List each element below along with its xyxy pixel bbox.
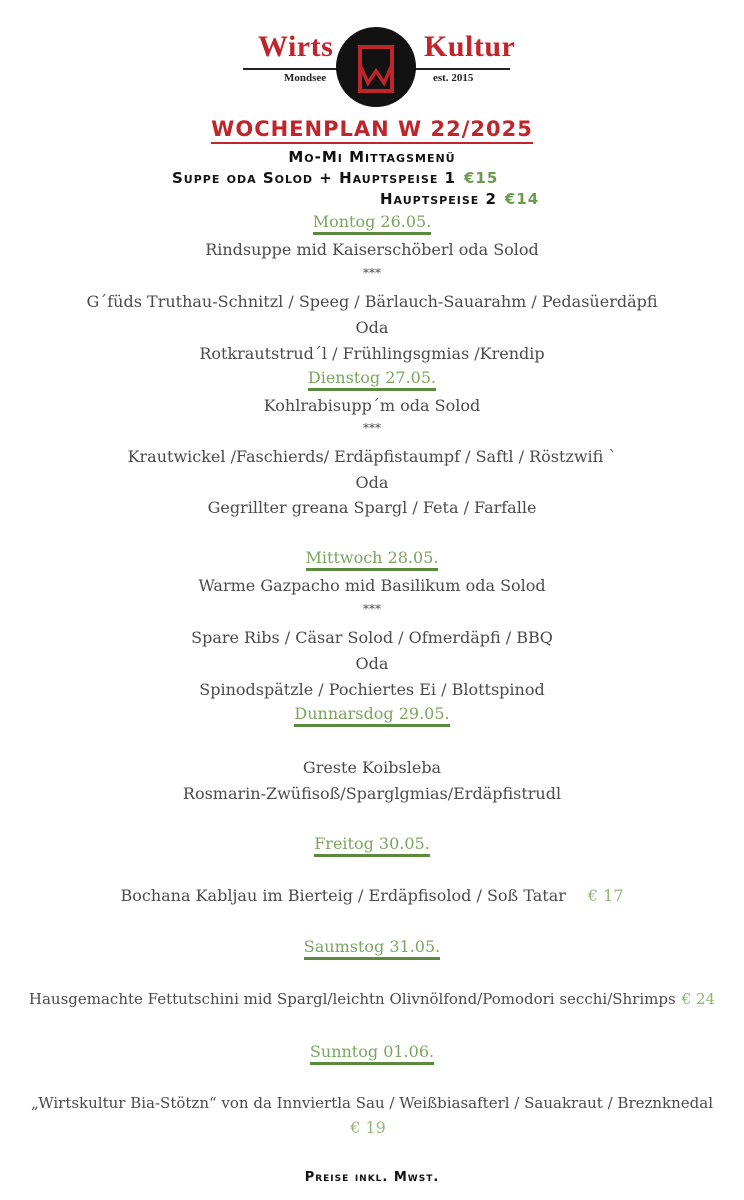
monday-soup: Rindsuppe mid Kaiserschöberl oda Solod <box>205 240 539 259</box>
logo-rule-left <box>243 68 348 70</box>
logo-word-right: Kultur <box>424 30 516 63</box>
tuesday-main-1: Krautwickel /Faschierds/ Erdäpfistaumpf / Saftl / Röstzwifi ` <box>127 447 617 466</box>
offer-line-2 <box>380 190 539 208</box>
price-note: Preise inkl. Mwst. <box>304 1170 440 1185</box>
offer-1-price: €15 <box>464 169 499 187</box>
monday-or: Oda <box>355 318 389 337</box>
saturday-price: € 24 <box>681 990 716 1008</box>
wednesday-main-1: Spare Ribs / Cäsar Solod / Ofmerdäpfi / BBQ <box>191 628 553 647</box>
offer-2-label: Hauptspeise 2 <box>380 190 497 208</box>
wk-monogram-icon <box>336 27 416 107</box>
page-title: WOCHENPLAN W 22/2025 <box>0 117 744 141</box>
thursday-main-1: Greste Koibsleba <box>302 758 442 777</box>
sunday-price: € 19 <box>350 1118 386 1137</box>
day-heading-sunday: Sunntog 01.06. <box>0 1042 744 1061</box>
logo-established: est. 2015 <box>433 72 474 84</box>
logo-place: Mondsee <box>284 72 327 84</box>
logo-rule-right <box>402 68 510 70</box>
offer-line-1 <box>172 169 498 187</box>
saturday-dish <box>0 990 744 1008</box>
friday-dish <box>0 886 744 905</box>
tuesday-separator: *** <box>363 421 381 435</box>
tuesday-main-2: Gegrillter greana Spargl / Feta / Farfalle <box>207 498 537 517</box>
offer-1-label: Suppe oda Solod + Hauptspeise 1 <box>172 169 456 187</box>
day-heading-saturday: Saumstog 31.05. <box>0 937 744 956</box>
menu-subtitle: Mo-Mi Mittagsmenü <box>288 148 456 166</box>
restaurant-logo <box>0 0 744 115</box>
day-heading-friday: Freitog 30.05. <box>0 834 744 853</box>
day-heading-thursday: Dunnarsdog 29.05. <box>0 704 744 723</box>
logo-word-left: Wirts <box>258 30 334 63</box>
offer-2-price: €14 <box>504 190 540 208</box>
friday-dish-text: Bochana Kabljau im Bierteig / Erdäpfisolod / Soß Tatar <box>120 886 566 905</box>
day-heading-monday: Montog 26.05. <box>0 212 744 231</box>
friday-price: € 17 <box>587 886 624 905</box>
wednesday-or: Oda <box>355 654 389 673</box>
monday-main-2: Rotkrautstrud´l / Frühlingsgmias /Krendip <box>199 344 545 363</box>
wednesday-soup: Warme Gazpacho mid Basilikum oda Solod <box>198 576 546 595</box>
thursday-main-2: Rosmarin-Zwüfisoß/Sparglgmias/Erdäpfistrudl <box>182 784 562 803</box>
sunday-dish: „Wirtskultur Bia-Stötzn“ von da Innviertla Sau / Weißbiasafterl / Sauakraut / Breznknedal <box>30 1094 714 1112</box>
tuesday-or: Oda <box>355 473 389 492</box>
tuesday-soup: Kohlrabisupp´m oda Solod <box>263 396 481 415</box>
monday-main-1: G´füds Truthau-Schnitzl / Speeg / Bärlauch-Sauarahm / Pedasüerdäpfi <box>86 292 658 311</box>
logo-emblem <box>336 27 416 107</box>
wednesday-main-2: Spinodspätzle / Pochiertes Ei / Blottspinod <box>199 680 545 699</box>
wednesday-separator: *** <box>363 602 381 616</box>
day-heading-wednesday: Mittwoch 28.05. <box>0 548 744 567</box>
saturday-dish-text: Hausgemachte Fettutschini mid Spargl/leichtn Olivnölfond/Pomodori secchi/Shrimps <box>28 990 676 1008</box>
day-heading-tuesday: Dienstog 27.05. <box>0 368 744 387</box>
monday-separator: *** <box>363 266 381 280</box>
